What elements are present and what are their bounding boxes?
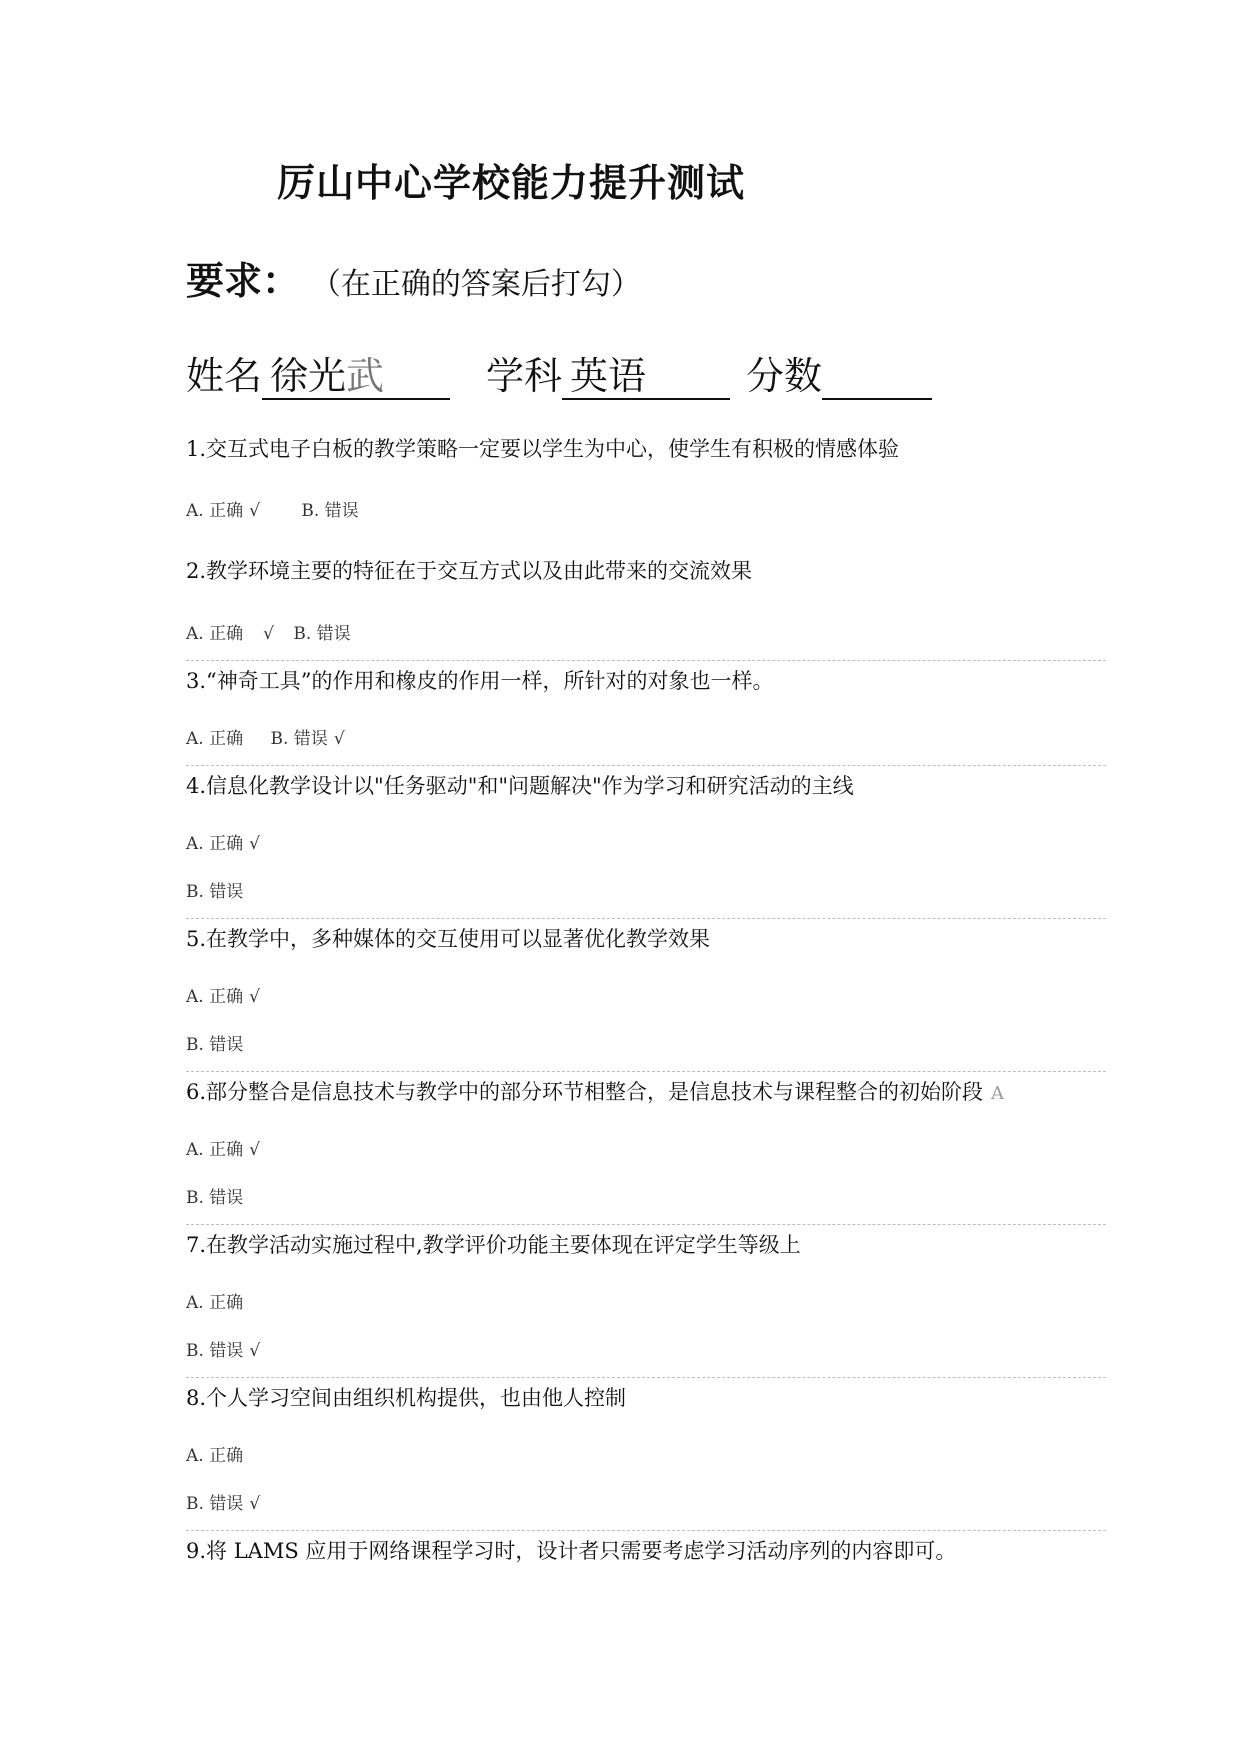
requirement-label: 要求： <box>186 258 301 303</box>
question-9: 9.将 LAMS 应用于网络课程学习时，设计者只需要考虑学习活动序列的内容即可。 <box>186 1539 957 1563</box>
divider <box>186 660 1106 661</box>
divider <box>186 1377 1106 1378</box>
q1-check-a: √ <box>249 501 260 521</box>
q4-check-a: √ <box>249 834 260 854</box>
q6-check-a: √ <box>249 1140 260 1160</box>
q4-option-a: A. 正确 <box>186 834 244 854</box>
name-value-faint: 武 <box>346 354 385 398</box>
subject-value: 英语 <box>570 354 647 398</box>
score-label: 分数 <box>746 354 823 398</box>
q8-option-b: B. 错误 <box>186 1494 244 1514</box>
divider <box>186 1071 1106 1072</box>
q7-option-b-row <box>186 1336 260 1361</box>
q2-options <box>186 619 351 644</box>
question-3: 3.“神奇工具”的作用和橡皮的作用一样，所针对的对象也一样。 <box>186 669 774 693</box>
page-title: 厉山中心学校能力提升测试 <box>277 160 746 205</box>
question-4: 4.信息化教学设计以"任务驱动"和"问题解决"作为学习和研究活动的主线 <box>186 774 854 798</box>
score-field <box>746 345 932 400</box>
q7-check-b: √ <box>249 1341 261 1361</box>
question-6 <box>186 1076 1004 1106</box>
q5-option-a-row <box>186 982 260 1007</box>
divider <box>186 918 1106 919</box>
q8-check-b: √ <box>249 1494 261 1514</box>
q3-check-b: √ <box>333 729 345 749</box>
q1-options <box>186 496 359 521</box>
q2-option-b: B. 错误 <box>293 624 351 644</box>
question-2: 2.教学环境主要的特征在于交互方式以及由此带来的交流效果 <box>186 559 753 583</box>
q3-options <box>186 724 345 749</box>
question-7: 7.在教学活动实施过程中,教学评价功能主要体现在评定学生等级上 <box>186 1233 801 1257</box>
q5-check-a: √ <box>249 987 260 1007</box>
q3-option-b: B. 错误 <box>270 729 328 749</box>
q5-option-a: A. 正确 <box>186 987 244 1007</box>
q6-option-a: A. 正确 <box>186 1140 244 1160</box>
divider <box>186 1530 1106 1531</box>
q4-option-b: B. 错误 <box>186 882 244 902</box>
subject-label: 学科 <box>486 354 563 398</box>
question-1: 1.交互式电子白板的教学策略一定要以学生为中心，使学生有积极的情感体验 <box>186 437 900 461</box>
q3-option-a: A. 正确 <box>186 729 244 749</box>
q5-option-b: B. 错误 <box>186 1035 244 1055</box>
q8-option-a: A. 正确 <box>186 1446 244 1466</box>
question-6-note: A <box>991 1083 1005 1104</box>
score-value <box>822 354 830 398</box>
q7-option-b: B. 错误 <box>186 1341 244 1361</box>
q4-option-a-row <box>186 829 260 854</box>
name-value: 徐光 <box>270 354 347 398</box>
requirement-line <box>186 250 641 305</box>
name-field <box>186 345 450 400</box>
requirement-text: （在正确的答案后打勾） <box>310 267 641 302</box>
q2-option-a: A. 正确 <box>186 624 244 644</box>
divider <box>186 765 1106 766</box>
question-8: 8.个人学习空间由组织机构提供，也由他人控制 <box>186 1386 627 1410</box>
name-label: 姓名 <box>186 354 263 398</box>
q7-option-a: A. 正确 <box>186 1293 244 1313</box>
q8-option-b-row <box>186 1489 260 1514</box>
q2-check-a: √ <box>263 624 274 644</box>
question-5: 5.在教学中，多种媒体的交互使用可以显著优化教学效果 <box>186 927 711 951</box>
q1-option-b: B. 错误 <box>301 501 359 521</box>
subject-field <box>486 345 730 400</box>
divider <box>186 1224 1106 1225</box>
q6-option-a-row <box>186 1135 260 1160</box>
q1-option-a: A. 正确 <box>186 501 244 521</box>
q6-option-b: B. 错误 <box>186 1188 244 1208</box>
question-6-text: 6.部分整合是信息技术与教学中的部分环节相整合，是信息技术与课程整合的初始阶段 <box>186 1080 984 1104</box>
